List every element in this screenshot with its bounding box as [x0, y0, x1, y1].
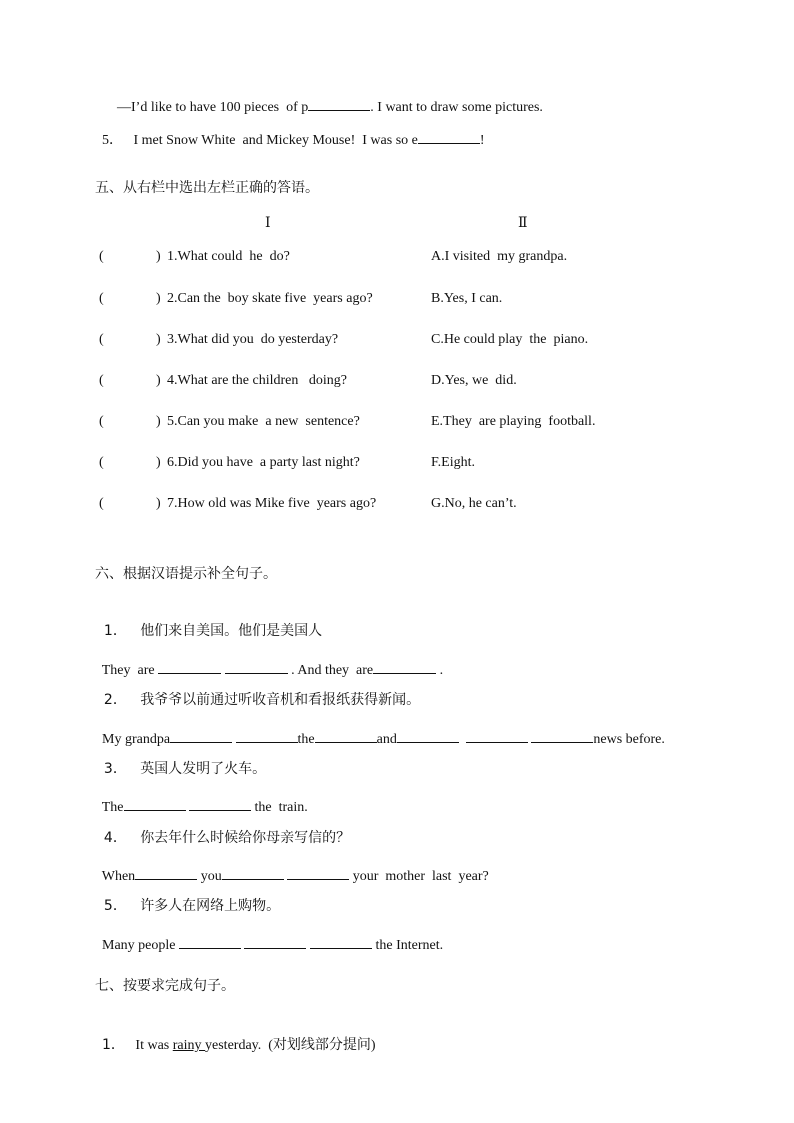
answer-paren-open[interactable]: ( [99, 291, 104, 306]
question-text: 2.Can the boy skate five years ago? [167, 291, 373, 306]
answer-paren-close[interactable]: ) [156, 496, 161, 511]
s6-en2-c: and [376, 732, 397, 747]
blank[interactable] [373, 659, 436, 674]
s6-item5-text: 许多人在网络上购物。 [140, 898, 281, 914]
answer-paren-close[interactable]: ) [156, 249, 161, 264]
question-text: 4.What are the children doing? [167, 373, 347, 388]
question-text: 7.How old was Mike five years ago? [167, 496, 377, 511]
answer-option: B.Yes, I can. [431, 291, 503, 306]
matching-row [0, 248, 794, 268]
s6-en5-a: Many people [102, 938, 179, 953]
answer-paren-close[interactable]: ) [156, 455, 161, 470]
matching-row [0, 290, 794, 310]
matching-row [0, 372, 794, 392]
blank[interactable] [315, 728, 377, 743]
question-text: 3.What did you do yesterday? [167, 332, 339, 347]
blank[interactable] [158, 659, 221, 674]
blank-p[interactable] [308, 96, 370, 111]
item5-number: 5． [102, 133, 123, 148]
answer-paren-open[interactable]: ( [99, 496, 104, 511]
s7-item1-b: yesterday. (对划线部分提问) [205, 1038, 376, 1053]
s6-item4-chinese [95, 811, 350, 847]
s6-item5-english [95, 916, 443, 955]
question-text: 5.Can you make a new sentence? [167, 414, 360, 429]
matching-row [0, 495, 794, 515]
s7-item1-number: 1． [102, 1037, 125, 1053]
s6-item3-text: 英国人发明了火车。 [140, 761, 267, 777]
blank[interactable] [310, 934, 372, 949]
s6-en5-b: the Internet. [371, 938, 444, 953]
section7-title: 七、按要求完成句子。 [95, 978, 235, 994]
item5-line [95, 111, 485, 150]
answer-paren-open[interactable]: ( [99, 373, 104, 388]
blank[interactable] [225, 659, 288, 674]
blank-e[interactable] [418, 129, 480, 144]
blank[interactable] [222, 865, 284, 880]
s6-item4-text: 你去年什么时候给你母亲写信的？ [140, 830, 351, 846]
s6-en4-c: your mother last year? [349, 869, 489, 884]
blank[interactable] [170, 728, 232, 743]
s6-en4-b: you [197, 869, 222, 884]
answer-paren-close[interactable]: ) [156, 373, 161, 388]
answer-paren-open[interactable]: ( [99, 414, 104, 429]
item4-answer-suffix: . I want to draw some pictures. [370, 100, 543, 115]
blank[interactable] [466, 728, 528, 743]
answer-paren-open[interactable]: ( [99, 455, 104, 470]
s6-en2-a: My grandpa [102, 732, 171, 747]
answer-paren-close[interactable]: ) [156, 291, 161, 306]
s7-item1-a: It was [135, 1038, 173, 1053]
s6-item3-number: 3． [103, 761, 127, 777]
answer-paren-close[interactable]: ) [156, 414, 161, 429]
answer-option: E.They are playing football. [431, 414, 596, 429]
answer-paren-close[interactable]: ) [156, 332, 161, 347]
blank[interactable] [189, 796, 251, 811]
s7-item1 [95, 1018, 376, 1055]
s6-item1-text: 他们来自美国。他们是美国人 [140, 623, 323, 639]
blank[interactable] [179, 934, 241, 949]
answer-option: D.Yes, we did. [431, 373, 517, 388]
s6-item2-text: 我爷爷以前通过听收音机和看报纸获得新闻。 [140, 692, 421, 708]
s7-item1-underlined: rainy [172, 1038, 206, 1053]
matching-row [0, 331, 794, 351]
s6-en4-a: When [101, 869, 136, 884]
item5-suffix: ! [479, 133, 485, 148]
blank[interactable] [531, 728, 593, 743]
blank[interactable] [135, 865, 197, 880]
s6-item1-number: 1． [103, 623, 127, 639]
matching-row [0, 454, 794, 474]
s6-en3-a: The [101, 800, 124, 815]
s6-en2-d: news before. [593, 732, 665, 747]
blank[interactable] [287, 865, 349, 880]
s6-en2-b: the [297, 732, 315, 747]
blank[interactable] [236, 728, 298, 743]
item4-answer-prefix: —I’d like to have 100 pieces of p [117, 100, 309, 115]
answer-option: F.Eight. [431, 455, 475, 470]
question-text: 1.What could he do? [167, 249, 290, 264]
s6-item3-chinese [95, 742, 266, 778]
answer-option: C.He could play the piano. [431, 332, 589, 347]
s6-item1-chinese [95, 604, 322, 640]
s6-item4-number: 4． [103, 830, 127, 846]
s6-item2-number: 2． [103, 692, 127, 708]
answer-paren-open[interactable]: ( [99, 249, 104, 264]
blank[interactable] [124, 796, 186, 811]
s6-item5-number: 5． [103, 898, 127, 914]
answer-option: A.I visited my grandpa. [431, 249, 568, 264]
section5-title: 五、从右栏中选出左栏正确的答语。 [95, 180, 319, 196]
item5-prefix: I met Snow White and Mickey Mouse! I was so e [133, 133, 418, 148]
s6-en1-a: They are [101, 663, 159, 678]
answer-paren-open[interactable]: ( [99, 332, 104, 347]
s6-en1-c: . [436, 663, 444, 678]
blank[interactable] [397, 728, 459, 743]
matching-row [0, 413, 794, 433]
s6-en1-b: . And they are [287, 663, 374, 678]
column-header-2: Ⅱ [518, 216, 528, 231]
column-header-1: Ⅰ [265, 216, 271, 231]
s6-en3-b: the train. [251, 800, 308, 815]
s6-item2-chinese [95, 673, 420, 709]
answer-option: G.No, he can’t. [431, 496, 517, 511]
s6-item5-chinese [95, 879, 280, 915]
section6-title: 六、根据汉语提示补全句子。 [95, 566, 277, 582]
question-text: 6.Did you have a party last night? [167, 455, 360, 470]
blank[interactable] [244, 934, 306, 949]
